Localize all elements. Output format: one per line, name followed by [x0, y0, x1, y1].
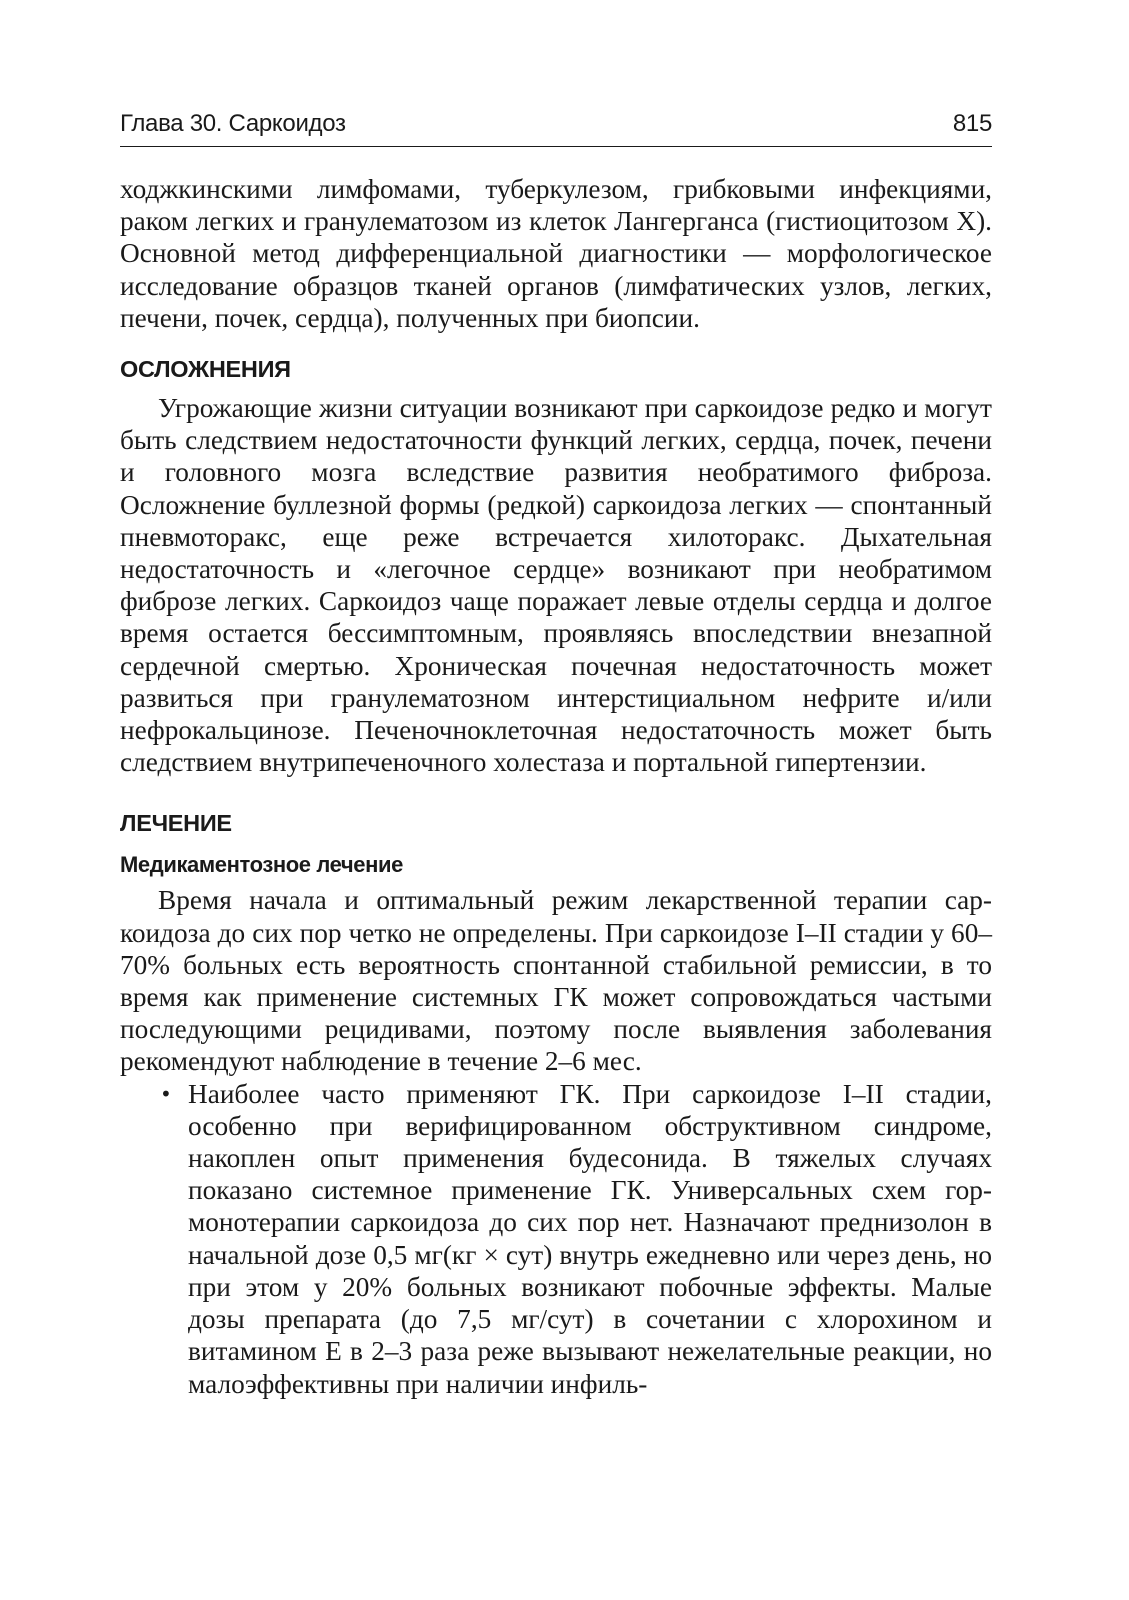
page-number: 815	[952, 110, 992, 137]
complications-paragraph: Угрожающие жизни ситуации возникают при саркоидозе редко и могут быть следствием недостаточности функций легких, сердца, почек, печени и головного мозга вследствие развития необратимого фиброза. Осложнение буллезной формы (редкой) саркоидоза легких — спонтанный пневмоторакс, еще реже встречается хилоторакс. Дыхательная недостаточность и «легочное сердце» возникают при необратимом фиброзе легких. Саркоидоз чаще поражает левые отделы сердца и долгое время остается бессимптомным, проявляясь впоследствии внезапной сердечной смертью. Хроническая почечная недостаточность может развиться при гранулематозном интерстициальном нефрите и/или нефрокальцинозе. Печеночноклеточная недостаточность может быть следствием внутрипеченочного холестаза и портальной гипертензии.	[120, 393, 992, 778]
intro-paragraph: ходжкинскими лимфомами, туберкулезом, грибковыми инфекциями, раком легких и гранулематозом из клеток Лангерганса (гистиоцитозом X). Основной метод дифференциальной диагностики — морфологическое исследование образцов тканей органов (лимфатических узлов, легких, печени, почек, сердца), полученных при биопсии.	[120, 174, 992, 333]
running-header	[120, 108, 992, 147]
section-heading-complications: ОСЛОЖНЕНИЯ	[120, 356, 291, 383]
book-page	[120, 108, 992, 1400]
bullet-icon: •	[160, 1081, 172, 1106]
treatment-paragraph: Время начала и оптимальный режим лекарственной терапии саркоидоза до сих пор четко не определены. При саркоидозе I–II стадии у 60–70% больных есть вероятность спонтанной стабильной ремиссии, в то время как применение системных ГК может сопровождаться частыми последующими рецидивами, поэтому после выявления заболевания рекомендуют наблюдение в течение 2–6 мес.	[120, 885, 992, 1077]
list-item	[120, 1078, 992, 1400]
treatment-bullet-list	[120, 1078, 992, 1400]
chapter-title: Глава 30. Саркоидоз	[120, 110, 346, 137]
bullet-text: Наиболее часто применяют ГК. При саркоидозе I–II стадии, особенно при верифицированном обструктивном синдроме, накоплен опыт применения будесонида. В тяжелых случаях показано системное применение ГК. Универсальных схем гормонотерапии саркоидоза до сих пор нет. Назначают преднизолон в начальной дозе 0,5 мг(кг × сут) внутрь ежедневно или через день, но при этом у 20% больных возникают побочные эффекты. Малые дозы препарата (до 7,5 мг/сут) в сочетании с хлорохином и витамином Е в 2–3 раза реже вызывают нежелательные реакции, но малоэффективны при наличии инфиль-	[188, 1078, 992, 1399]
section-heading-treatment: ЛЕЧЕНИЕ	[120, 810, 232, 837]
subsection-heading-drug-therapy: Медикаментозное лечение	[120, 852, 403, 878]
